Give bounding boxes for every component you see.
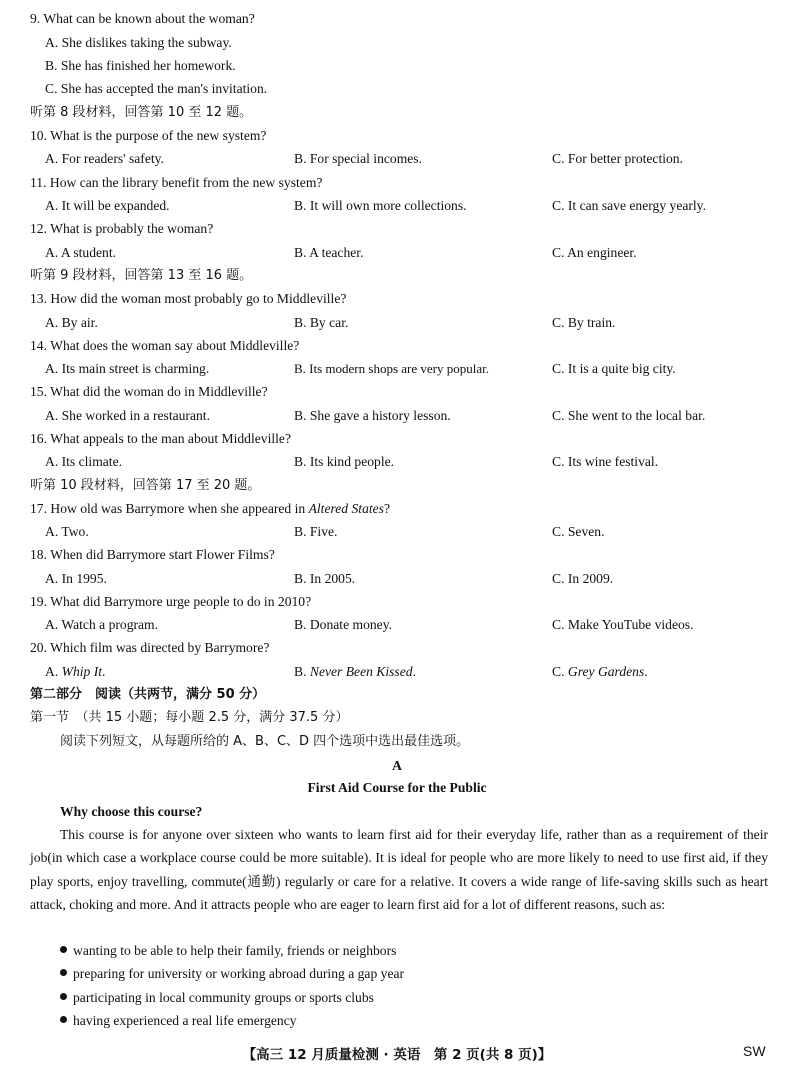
option-b-label: B. xyxy=(294,664,310,679)
option-c-label: C. xyxy=(552,664,568,679)
passage-body xyxy=(30,823,768,916)
question-19-option-c: C. Make YouTube videos. xyxy=(552,617,694,632)
section-1-heading: 第一节 （共 15 小题；每小题 2.5 分，满分 37.5 分） xyxy=(30,710,349,725)
question-13-option-c: C. By train. xyxy=(552,315,616,330)
question-17-option-c: C. Seven. xyxy=(552,524,605,539)
question-16-option-b: B. Its kind people. xyxy=(294,454,395,469)
section-10-heading: 听第 10 段材料，回答第 17 至 20 题。 xyxy=(30,478,261,493)
question-17-stem-text: 17. How old was Barrymore when she appeared in xyxy=(30,501,309,516)
question-11-option-a: A. It will be expanded. xyxy=(45,198,170,213)
bullet-dot-icon xyxy=(60,969,67,976)
bullet-text: participating in local community groups or sports clubs xyxy=(73,990,374,1005)
question-12-stem: 12. What is probably the woman? xyxy=(30,221,214,236)
question-19-option-a: A. Watch a program. xyxy=(45,617,159,632)
question-12-option-b: B. A teacher. xyxy=(294,245,364,260)
question-14-option-c: C. It is a quite big city. xyxy=(552,361,676,376)
part-2-heading: 第二部分 阅读（共两节，满分 50 分） xyxy=(30,687,266,702)
option-b-end: . xyxy=(412,664,416,679)
question-11-option-c: C. It can save energy yearly. xyxy=(552,198,706,213)
option-a-label: A. xyxy=(45,664,62,679)
question-13-option-b: B. By car. xyxy=(294,315,349,330)
option-b-film-title: Never Been Kissed xyxy=(309,664,413,679)
question-10-option-b: B. For special incomes. xyxy=(294,151,422,166)
question-14-option-a: A. Its main street is charming. xyxy=(45,361,210,376)
reading-instruction: 阅读下列短文，从每题所给的 A、B、C、D 四个选项中选出最佳选项。 xyxy=(60,734,470,749)
question-20-option-a xyxy=(45,663,105,681)
option-a-end: . xyxy=(102,664,106,679)
question-12-option-c: C. An engineer. xyxy=(552,245,637,260)
question-13-stem: 13. How did the woman most probably go to Middleville? xyxy=(30,291,347,306)
question-14-stem: 14. What does the woman say about Middleville? xyxy=(30,338,300,353)
bullet-item xyxy=(60,965,404,983)
bullet-item xyxy=(60,942,396,960)
question-20-option-b xyxy=(294,663,416,681)
question-15-option-c: C. She went to the local bar. xyxy=(552,408,706,423)
question-17-option-b: B. Five. xyxy=(294,524,338,539)
question-9-option-a: A. She dislikes taking the subway. xyxy=(45,35,232,50)
paper-code: SW xyxy=(743,1043,766,1059)
bullet-text: preparing for university or working abroad during a gap year xyxy=(73,966,405,981)
passage-body-text: This course is for anyone over sixteen who wants to learn first aid for their everyday life, rather than as a requirement of their job(in which case a workplace course could be more suitable). It is ideal for people who are more likely to need to use first aid, if they play sports, enjoy travelling, commute(通勤) regularly or care for a relative. It covers a wide range of life-saving skills such as heart attack, choking and more. And it attracts people who are eager to learn first aid for a lot of different reasons, such as: xyxy=(30,827,768,912)
question-14-option-b: B. Its modern shops are very popular. xyxy=(294,361,489,376)
section-8-heading: 听第 8 段材料，回答第 10 至 12 题。 xyxy=(30,105,253,120)
question-17-stem xyxy=(30,500,390,518)
question-11-option-b: B. It will own more collections. xyxy=(294,198,467,213)
bullet-text: having experienced a real life emergency xyxy=(73,1013,297,1028)
question-11-stem: 11. How can the library benefit from the new system? xyxy=(30,175,323,190)
question-9-option-c: C. She has accepted the man's invitation. xyxy=(45,81,268,96)
question-13-option-a: A. By air. xyxy=(45,315,98,330)
bullet-dot-icon xyxy=(60,993,67,1000)
bullet-text: wanting to be able to help their family, friends or neighbors xyxy=(73,943,397,958)
question-18-option-c: C. In 2009. xyxy=(552,571,614,586)
option-a-film-title: Whip It xyxy=(61,664,103,679)
bullet-dot-icon xyxy=(60,946,67,953)
question-15-option-a: A. She worked in a restaurant. xyxy=(45,408,210,423)
section-9-heading: 听第 9 段材料，回答第 13 至 16 题。 xyxy=(30,268,253,283)
question-18-option-a: A. In 1995. xyxy=(45,571,107,586)
passage-letter: A xyxy=(392,758,402,773)
question-10-option-c: C. For better protection. xyxy=(552,151,683,166)
question-19-option-b: B. Donate money. xyxy=(294,617,393,632)
question-17-option-a: A. Two. xyxy=(45,524,89,539)
question-10-stem: 10. What is the purpose of the new system? xyxy=(30,128,267,143)
question-20-option-c xyxy=(552,663,648,681)
question-15-stem: 15. What did the woman do in Middleville? xyxy=(30,384,268,399)
question-9-option-b: B. She has finished her homework. xyxy=(45,58,236,73)
question-19-stem: 19. What did Barrymore urge people to do in 2010? xyxy=(30,594,312,609)
bullet-item xyxy=(60,1012,297,1030)
question-20-stem: 20. Which film was directed by Barrymore? xyxy=(30,640,270,655)
passage-subtitle: Why choose this course? xyxy=(60,804,203,819)
question-16-stem: 16. What appeals to the man about Middleville? xyxy=(30,431,291,446)
page-footer: 【高三 12 月质量检测 · 英语 第 2 页(共 8 页)】 xyxy=(242,1047,552,1063)
option-c-film-title: Grey Gardens xyxy=(567,664,645,679)
question-18-option-b: B. In 2005. xyxy=(294,571,356,586)
question-18-stem: 18. When did Barrymore start Flower Films? xyxy=(30,547,275,562)
question-16-option-c: C. Its wine festival. xyxy=(552,454,659,469)
question-15-option-b: B. She gave a history lesson. xyxy=(294,408,451,423)
question-17-film-title: Altered States xyxy=(308,501,384,516)
bullet-dot-icon xyxy=(60,1016,67,1023)
question-10-option-a: A. For readers' safety. xyxy=(45,151,164,166)
option-c-end: . xyxy=(644,664,648,679)
passage-title: First Aid Course for the Public xyxy=(307,780,487,795)
question-17-stem-end: ? xyxy=(383,501,391,516)
question-16-option-a: A. Its climate. xyxy=(45,454,123,469)
bullet-item xyxy=(60,989,374,1007)
question-9-stem: 9. What can be known about the woman? xyxy=(30,11,255,26)
question-12-option-a: A. A student. xyxy=(45,245,116,260)
